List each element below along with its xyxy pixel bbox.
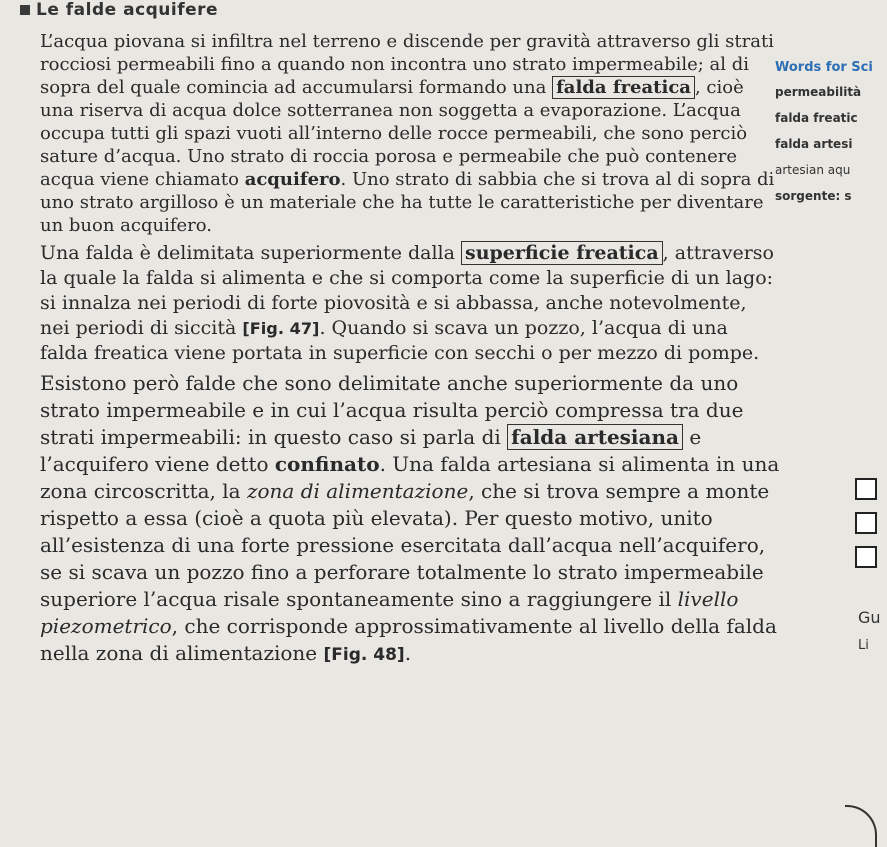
- paragraph-1: [40, 30, 780, 237]
- text-run: .: [404, 641, 412, 665]
- glossary-term: artesian aqu: [775, 163, 851, 177]
- figure-ref-47: [Fig. 47]: [242, 319, 320, 338]
- square-bullet-icon: [20, 5, 30, 15]
- text-run: Esistono però falde che sono delimitate anche superiormente da uno strato impermeabile e in cui l’acqua risulta perciò compressa tra due strati impermeabili: in questo caso si parla di: [40, 371, 744, 449]
- margin-bracket-icon: [845, 805, 877, 847]
- term-superficie-freatica: superficie freatica: [461, 241, 663, 265]
- glossary-term: falda freatic: [775, 111, 858, 125]
- section-heading: [20, 0, 218, 20]
- term-confinato: confinato: [274, 452, 380, 476]
- glossary-term: falda artesi: [775, 137, 853, 151]
- text-run: , che si trova sempre a monte rispetto a essa (cioè a quota più elevata). Per questo motivo, unito all’esistenza di una forte pressione esercitata dall’acqua nell’acquifero, se si scava un pozzo fino a perforare totalmente lo strato impermeabile superiore l’acqua risale spontaneamente sino a raggiungere il: [40, 479, 770, 611]
- text-run: , attraverso la quale la falda si alimenta e che si comporta come la superficie di un lago: si innalza nei periodi di forte piovosità e si abbassa, anche notevolmente, nei periodi di siccità: [40, 242, 774, 339]
- square-icon: [855, 546, 877, 568]
- body-text: [40, 30, 780, 673]
- term-falda-artesiana: falda artesiana: [507, 424, 683, 450]
- term-acquifero: acquifero: [244, 169, 341, 190]
- section-heading-text: Le falde acquifere: [36, 0, 219, 20]
- qr-code-icon: [855, 512, 877, 534]
- glossary-term: sorgente: s: [775, 189, 852, 203]
- margin-icons: [855, 478, 885, 580]
- margin-fragment: Gu: [858, 608, 881, 627]
- text-run: . Quando si scava un pozzo, l’acqua di una falda freatica viene portata in superficie con secchi o per mezzo di pompe.: [40, 317, 760, 364]
- term-falda-freatica: falda freatica: [552, 76, 695, 99]
- glossary-term: permeabilità: [775, 85, 862, 99]
- term-zona-di-alimentazione: zona di alimentazione: [246, 479, 469, 503]
- text-run: Una falda è delimitata superiormente dalla: [40, 242, 461, 264]
- term-livello-piezometrico: livello piezometrico: [40, 587, 739, 638]
- text-run: L’acqua piovana si infiltra nel terreno e discende per gravità attraverso gli strati rocciosi permeabili fino a quando non incontra uno strato impermeabile; al di sopra del quale comincia ad accumularsi formando una: [40, 31, 774, 98]
- text-run: . Una falda artesiana si alimenta in una zona circoscritta, la: [40, 452, 780, 503]
- paragraph-3: [40, 370, 780, 669]
- text-run: , che corrisponde approssimativamente al livello della falda nella zona di alimentazione: [40, 614, 777, 665]
- glossary-title: Words for Sci: [775, 60, 873, 75]
- text-run: e l’acquifero viene detto: [40, 425, 702, 476]
- glossary-sidebar: [775, 60, 887, 215]
- square-icon: [855, 478, 877, 500]
- paragraph-2: [40, 241, 780, 366]
- figure-ref-48: [Fig. 48]: [323, 645, 405, 665]
- text-run: , cioè una riserva di acqua dolce sotterranea non soggetta a evaporazione. L’acqua occupa tutti gli spazi vuoti all’interno delle rocce permeabili, che sono perciò sature d’acqua. Uno strato di roccia porosa e permeabile che può contenere acqua viene chiamato: [40, 77, 748, 190]
- margin-fragment: Li: [858, 638, 869, 653]
- text-run: . Uno strato di sabbia che si trova al di sopra di uno strato argilloso è un materiale che ha tutte le caratteristiche per diventare un buon acquifero.: [40, 169, 775, 236]
